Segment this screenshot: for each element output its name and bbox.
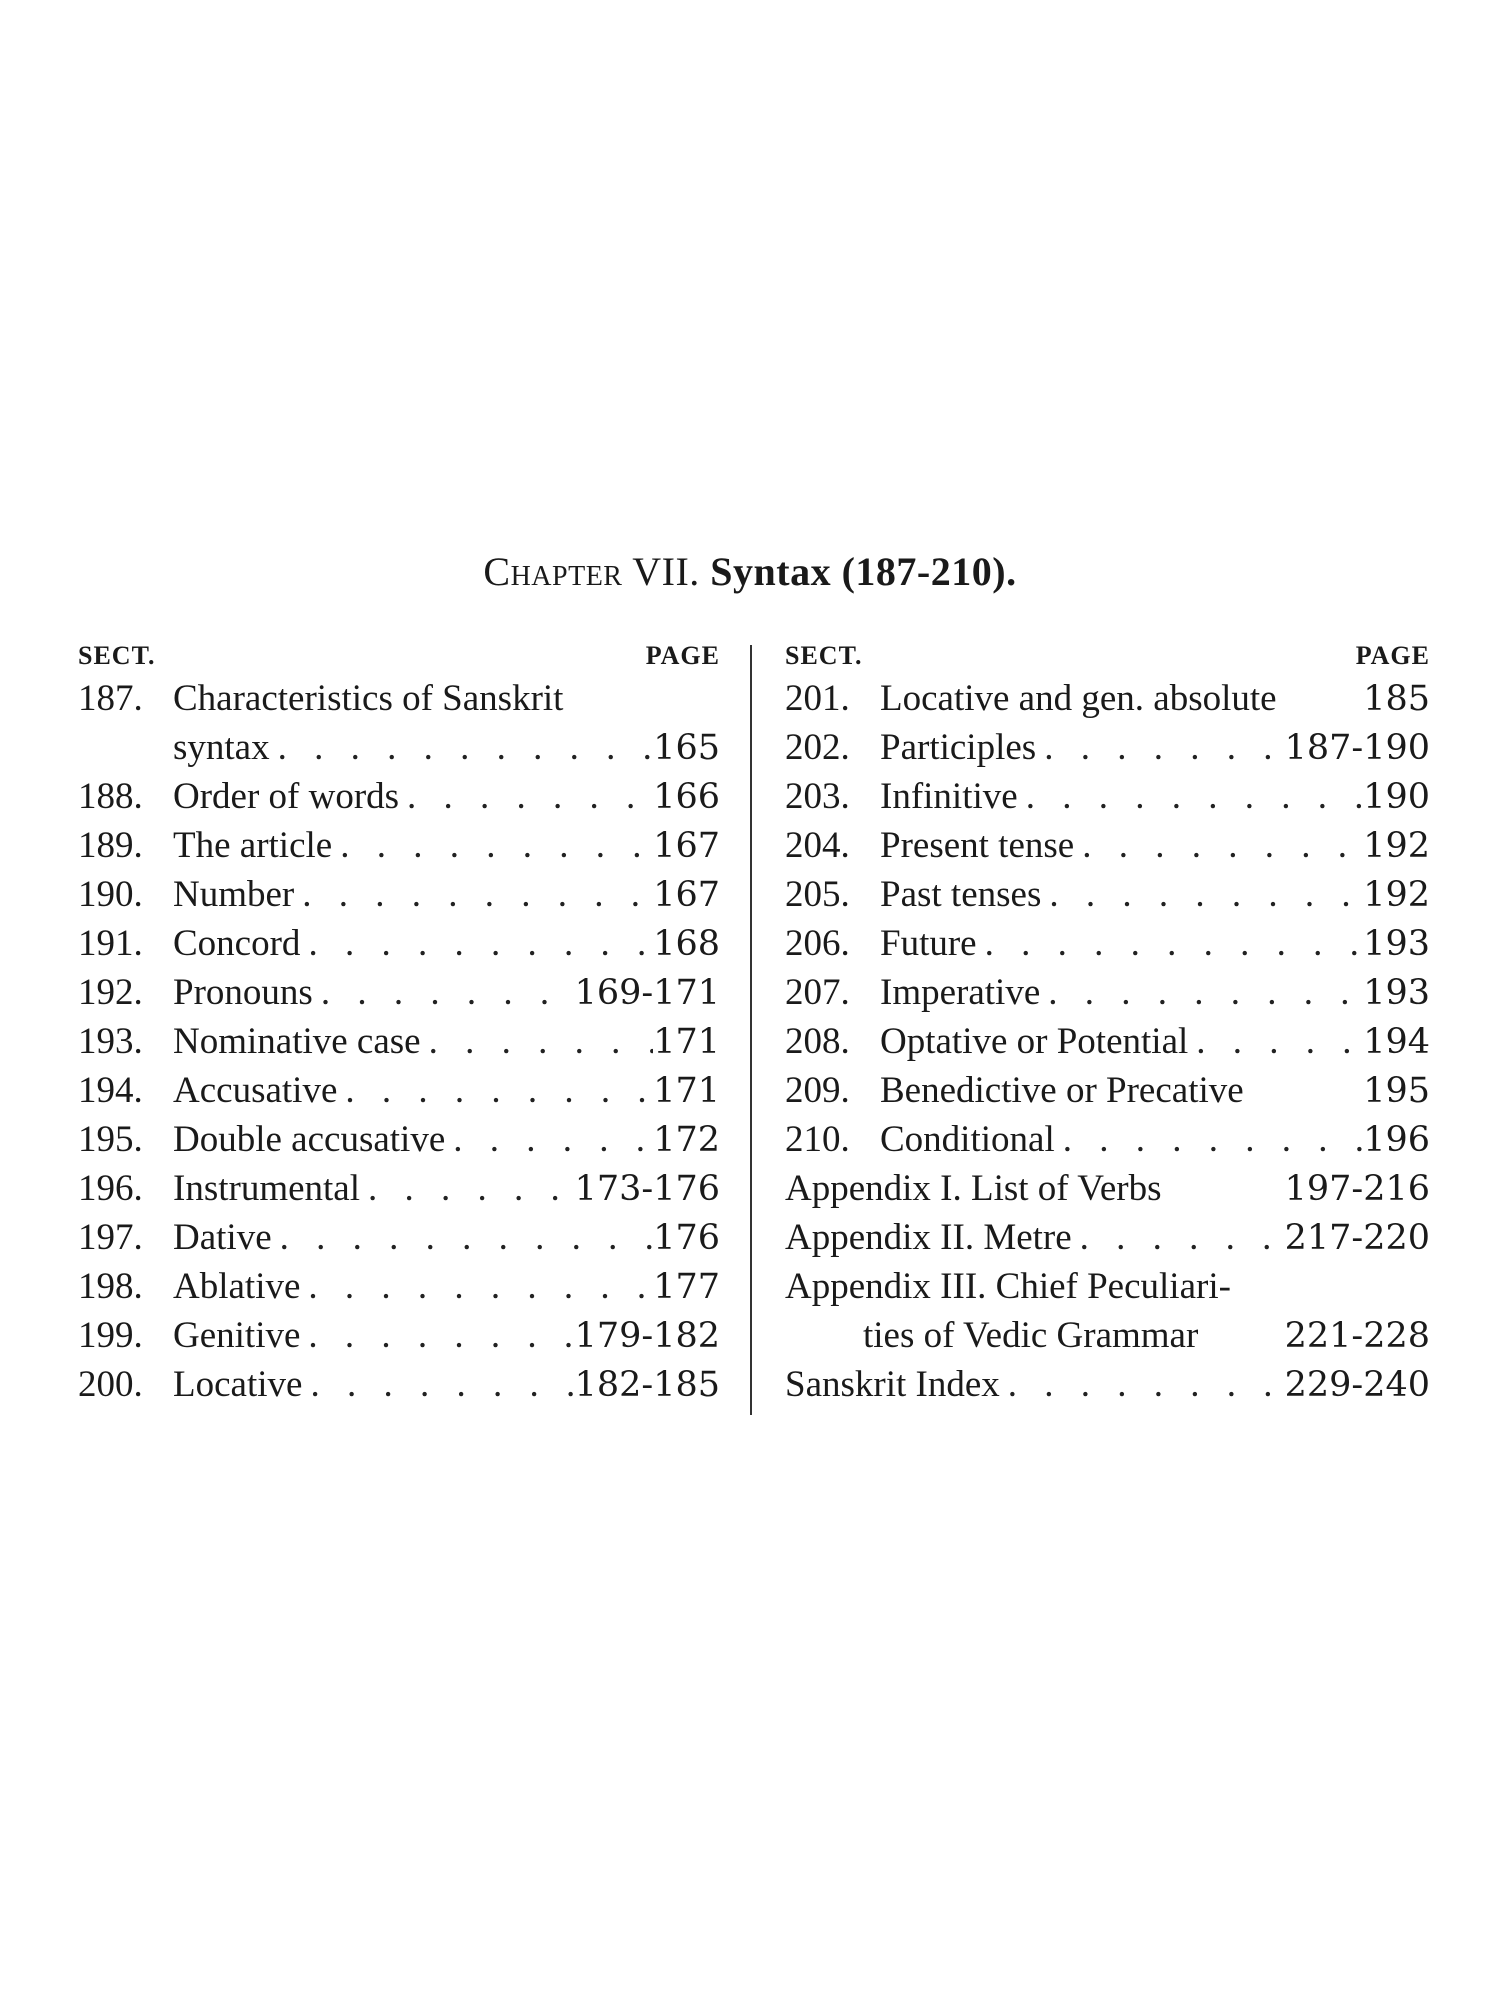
section-title: Past tenses — [880, 874, 1042, 915]
toc-entry — [785, 1213, 1430, 1262]
leader-dots — [977, 919, 1364, 968]
leader-dots — [300, 1262, 653, 1311]
page-number: 193 — [1363, 924, 1430, 964]
section-number: 200. — [78, 1364, 143, 1405]
leader-dots — [332, 821, 653, 870]
section-title: Accusative — [173, 1070, 338, 1111]
section-title: Concord — [173, 923, 301, 964]
leader-dots — [294, 870, 653, 919]
page-number: 169-171 — [574, 973, 720, 1013]
section-number: 199. — [78, 1315, 143, 1356]
column-header — [78, 638, 720, 674]
leader-dots — [1074, 821, 1363, 870]
chapter-number: Chapter VII. — [483, 549, 700, 594]
leader-dots — [1000, 1360, 1285, 1409]
page-header: PAGE — [1355, 641, 1430, 670]
section-number: 204. — [785, 825, 850, 866]
section-title: The article — [173, 825, 333, 866]
section-title: Participles — [880, 727, 1037, 768]
page-number: 177 — [653, 1267, 720, 1307]
toc-entry — [785, 1360, 1430, 1409]
leader-dots — [337, 1066, 653, 1115]
section-title: Instrumental — [173, 1168, 361, 1209]
page-number: 171 — [653, 1022, 720, 1062]
section-number: 189. — [78, 825, 143, 866]
page-number: 194 — [1363, 1022, 1430, 1062]
page-number: 173-176 — [574, 1169, 720, 1209]
sect-header: SECT. — [785, 641, 863, 670]
toc-entry — [785, 1311, 1430, 1360]
section-number: 207. — [785, 972, 850, 1013]
page-number: 172 — [653, 1120, 720, 1160]
section-title: Conditional — [880, 1119, 1055, 1160]
toc-entry — [78, 1017, 720, 1066]
section-number: 208. — [785, 1021, 850, 1062]
section-number: 195. — [78, 1119, 143, 1160]
page-number: 167 — [653, 826, 720, 866]
section-title: Dative — [173, 1217, 272, 1258]
toc-entry — [785, 772, 1430, 821]
leader-dots — [1055, 1115, 1363, 1164]
page-number: 190 — [1363, 777, 1430, 817]
section-number: 192. — [78, 972, 143, 1013]
page-number: 166 — [653, 777, 720, 817]
section-title: Imperative — [880, 972, 1041, 1013]
section-title: Optative or Potential — [880, 1021, 1189, 1062]
toc-entry — [78, 1213, 720, 1262]
section-title: Double accusative — [173, 1119, 446, 1160]
page-number: 195 — [1363, 1071, 1430, 1111]
section-number: 206. — [785, 923, 850, 964]
toc-entry — [78, 1115, 720, 1164]
section-title: Appendix I. List of Verbs — [785, 1168, 1162, 1209]
toc-entry — [78, 1311, 720, 1360]
section-number: 205. — [785, 874, 850, 915]
toc-entry — [78, 870, 720, 919]
leader-dots — [1072, 1213, 1285, 1262]
contents-column-left — [78, 638, 720, 1409]
page-number: 182-185 — [574, 1365, 720, 1405]
page-number: 217-220 — [1284, 1218, 1430, 1258]
toc-entry — [785, 821, 1430, 870]
section-title: Future — [880, 923, 977, 964]
page-number: 165 — [653, 728, 720, 768]
toc-entry — [78, 723, 720, 772]
toc-entry — [78, 1164, 720, 1213]
section-number: 187. — [78, 678, 143, 719]
page-number: 171 — [653, 1071, 720, 1111]
section-title: Characteristics of Sanskrit — [173, 678, 564, 719]
toc-entry — [78, 1066, 720, 1115]
page-number: 176 — [653, 1218, 720, 1258]
column-header — [785, 638, 1430, 674]
section-title: Appendix II. Metre — [785, 1217, 1072, 1258]
toc-entry — [785, 674, 1430, 723]
section-number: 210. — [785, 1119, 850, 1160]
section-title: Present tense — [880, 825, 1075, 866]
section-title: Order of words — [173, 776, 400, 817]
leader-dots — [445, 1115, 653, 1164]
leader-dots — [399, 772, 653, 821]
toc-entry — [78, 772, 720, 821]
toc-entry — [78, 1262, 720, 1311]
section-title: ties of Vedic Grammar — [863, 1315, 1199, 1356]
leader-dots — [270, 723, 654, 772]
leader-dots — [1188, 1017, 1363, 1066]
toc-entry — [785, 1164, 1430, 1213]
section-title: Pronouns — [173, 972, 313, 1013]
toc-entry — [785, 919, 1430, 968]
leader-dots — [421, 1017, 654, 1066]
toc-entry — [785, 1115, 1430, 1164]
section-number: 191. — [78, 923, 143, 964]
section-number: 198. — [78, 1266, 143, 1307]
leader-dots — [272, 1213, 654, 1262]
section-title: Ablative — [173, 1266, 301, 1307]
toc-entry — [785, 1066, 1430, 1115]
sect-header: SECT. — [78, 641, 156, 670]
column-divider — [750, 645, 752, 1415]
page-header: PAGE — [645, 641, 720, 670]
contents-column-right — [785, 638, 1430, 1409]
section-number: 202. — [785, 727, 850, 768]
toc-entry — [785, 1262, 1430, 1311]
section-number: 194. — [78, 1070, 143, 1111]
leader-dots — [1018, 772, 1364, 821]
leader-dots — [1041, 870, 1363, 919]
page-number: 193 — [1363, 973, 1430, 1013]
page-number: 185 — [1363, 679, 1430, 719]
toc-entry — [78, 674, 720, 723]
section-title: Benedictive or Precative — [880, 1070, 1244, 1111]
section-title: Number — [173, 874, 295, 915]
section-number: 203. — [785, 776, 850, 817]
toc-entry — [785, 968, 1430, 1017]
chapter-name: Syntax (187-210). — [710, 549, 1017, 594]
page-number: 196 — [1363, 1120, 1430, 1160]
page-number: 187-190 — [1284, 728, 1430, 768]
section-number: 190. — [78, 874, 143, 915]
page-number: 168 — [653, 924, 720, 964]
section-title: Sanskrit Index — [785, 1364, 1000, 1405]
leader-dots — [1036, 723, 1284, 772]
leader-dots — [302, 1360, 574, 1409]
toc-entry — [785, 723, 1430, 772]
page-number: 229-240 — [1284, 1365, 1430, 1405]
page-number: 192 — [1363, 875, 1430, 915]
section-number: 201. — [785, 678, 850, 719]
leader-dots — [360, 1164, 575, 1213]
page-number: 192 — [1363, 826, 1430, 866]
toc-entry — [78, 968, 720, 1017]
leader-dots — [300, 919, 653, 968]
page-number: 197-216 — [1284, 1169, 1430, 1209]
section-title: Locative and gen. absolute — [880, 678, 1277, 719]
section-title: Appendix III. Chief Peculiari- — [785, 1266, 1231, 1307]
section-number: 196. — [78, 1168, 143, 1209]
page-number: 167 — [653, 875, 720, 915]
toc-entry — [785, 1017, 1430, 1066]
leader-dots — [313, 968, 575, 1017]
toc-entry — [785, 870, 1430, 919]
section-number: 193. — [78, 1021, 143, 1062]
toc-entry — [78, 1360, 720, 1409]
section-title: syntax — [173, 727, 270, 768]
section-title: Genitive — [173, 1315, 301, 1356]
toc-entry — [78, 919, 720, 968]
leader-dots — [1040, 968, 1363, 1017]
section-number: 209. — [785, 1070, 850, 1111]
page-number: 179-182 — [574, 1316, 720, 1356]
section-number: 188. — [78, 776, 143, 817]
leader-dots — [300, 1311, 574, 1360]
section-title: Locative — [173, 1364, 303, 1405]
section-title: Infinitive — [880, 776, 1018, 817]
section-number: 197. — [78, 1217, 143, 1258]
page-number: 221-228 — [1284, 1316, 1430, 1356]
toc-entry — [78, 821, 720, 870]
chapter-heading — [0, 548, 1500, 595]
section-title: Nominative case — [173, 1021, 421, 1062]
